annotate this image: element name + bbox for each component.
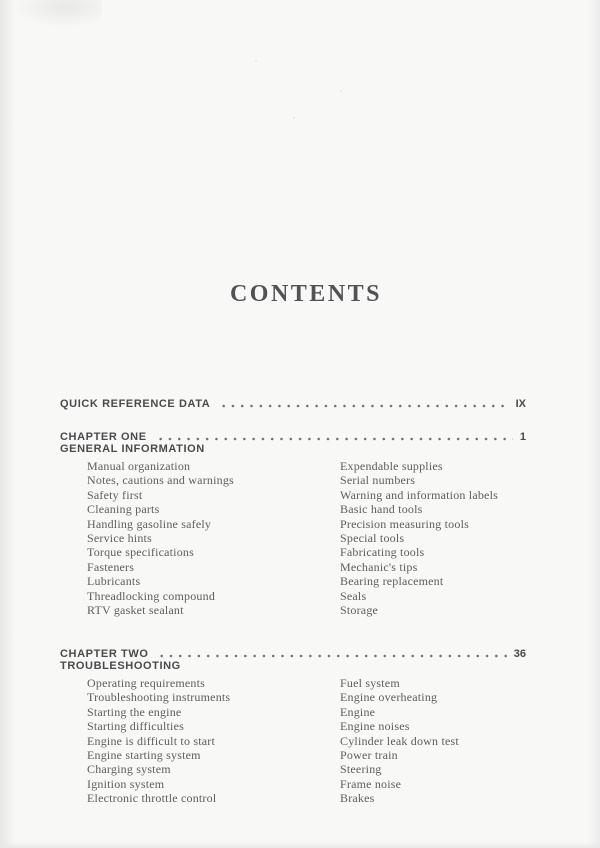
toc-item: Safety first <box>87 487 143 502</box>
page-number: 36 <box>513 648 526 660</box>
toc-item: Special tools <box>340 531 405 546</box>
toc-column-right <box>340 676 459 806</box>
toc-column-left <box>87 459 234 617</box>
toc-item: Cylinder leak down test <box>340 733 459 748</box>
toc-item: Storage <box>340 603 379 618</box>
toc-item: RTV gasket sealant <box>87 603 184 618</box>
toc-item: Frame noise <box>340 776 402 791</box>
toc-item: Warning and information labels <box>340 487 498 502</box>
toc-item: Charging system <box>87 762 171 777</box>
toc-entry-quick-reference-data <box>60 396 526 410</box>
dot-leader <box>219 399 508 410</box>
toc-item: Mechanic's tips <box>340 559 418 574</box>
toc-item: Troubleshooting instruments <box>87 690 231 705</box>
toc-item: Bearing replacement <box>340 574 444 589</box>
dot-leader <box>157 649 506 660</box>
toc-item: Expendable supplies <box>340 459 443 473</box>
toc-item: Notes, cautions and warnings <box>87 473 234 488</box>
toc-item: Fasteners <box>87 559 135 574</box>
page-number: IX <box>515 398 526 410</box>
toc-item: Fabricating tools <box>340 545 425 560</box>
toc-item: Service hints <box>87 531 152 546</box>
toc-item: Engine overheating <box>340 690 438 705</box>
toc-item: Steering <box>340 762 382 777</box>
toc-item: Fuel system <box>340 676 400 690</box>
page-title: CONTENTS <box>229 281 383 307</box>
toc-item: Precision measuring tools <box>340 516 469 531</box>
toc-item: Engine is difficult to start <box>87 733 216 748</box>
toc-item: Cleaning parts <box>87 502 160 517</box>
toc-item: Manual organization <box>87 459 191 473</box>
dot-leader <box>156 432 513 443</box>
toc-item: Engine noises <box>340 719 410 734</box>
toc-item: Starting the engine <box>87 704 182 719</box>
toc-item: Threadlocking compound <box>87 588 216 603</box>
toc-entry-chapter-two <box>60 646 526 660</box>
page-edge-shadow-left <box>0 0 15 848</box>
toc-column-right <box>340 459 498 617</box>
toc-item: Serial numbers <box>340 473 416 488</box>
toc-column-left <box>87 676 230 806</box>
toc-heading: QUICK REFERENCE DATA <box>60 398 211 410</box>
toc-heading: CHAPTER TWO <box>60 648 149 660</box>
toc-item: Torque specifications <box>87 545 194 560</box>
toc-item: Lubricants <box>87 574 141 589</box>
toc-item: Engine <box>340 704 376 719</box>
toc-heading: CHAPTER ONE <box>60 431 147 443</box>
toc-item: Electronic throttle control <box>87 791 217 806</box>
toc-item: Power train <box>340 748 398 763</box>
page-edge-shadow-bottom <box>0 842 600 848</box>
scan-speck <box>293 117 295 119</box>
chapter-subheading: TROUBLESHOOTING <box>60 660 181 672</box>
scan-speck <box>255 60 257 62</box>
toc-item: Operating requirements <box>87 676 206 690</box>
toc-item: Engine starting system <box>87 748 201 763</box>
toc-entry-chapter-one <box>60 429 526 443</box>
scan-speck <box>340 90 342 92</box>
scan-smudge <box>12 0 102 28</box>
page-number: 1 <box>519 431 526 443</box>
chapter-subheading: GENERAL INFORMATION <box>60 443 205 455</box>
toc-item: Basic hand tools <box>340 502 423 517</box>
toc-item: Starting difficulties <box>87 719 184 734</box>
toc-item: Handling gasoline safely <box>87 516 212 531</box>
toc-item: Ignition system <box>87 776 165 791</box>
toc-item: Seals <box>340 588 367 603</box>
toc-item: Brakes <box>340 791 375 806</box>
page-edge-shadow-right <box>587 0 600 848</box>
